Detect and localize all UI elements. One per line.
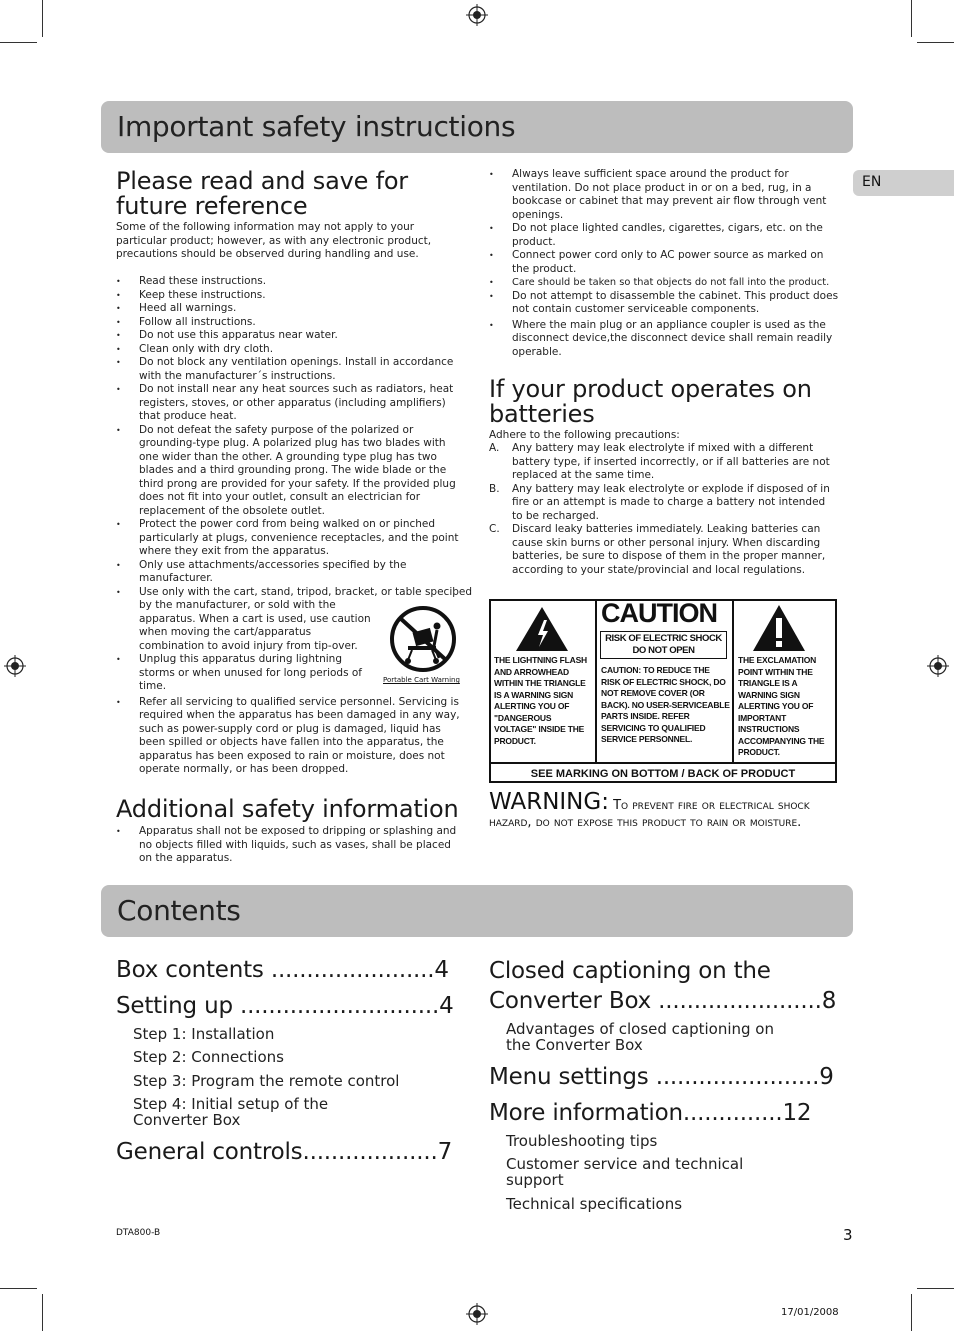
crop-mark	[917, 42, 954, 43]
list-item: • Do not install near any heat sources such as radiators, heat registers, stoves, or other apparatus (including amplifiers) that produce heat.	[116, 383, 466, 424]
toc-sub-advantages[interactable]: Advantages of closed captioning on the Converter Box	[506, 1020, 774, 1054]
toc-sub-step1[interactable]: Step 1: Installation	[133, 1025, 275, 1043]
page-number: 3	[843, 1226, 853, 1244]
caution-body-text: CAUTION: TO REDUCE THE RISK OF ELECTRIC SHOCK, DO NOT REMOVE COVER (OR BACK). NO USER-SERVICEABLE PARTS INSIDE. REFER SERVICING TO QUALIFIED SERVICE PERSONNEL.	[601, 665, 730, 744]
additional-safety-list	[116, 825, 466, 866]
caution-label-box	[489, 599, 837, 783]
list-item: • Always leave sufficient space around the product for ventilation. Do not place product in or on a bed, rug, in a bookcase or cabinet that may prevent air flow through vent openings.	[489, 168, 839, 222]
see-marking-text: SEE MARKING ON BOTTOM / BACK OF PRODUCT	[530, 768, 796, 780]
list-item: • Do not defeat the safety purpose of the polarized or grounding-type plug. A polarized plug has two blades with one wider than the other. A grounding type plug has two blades and a third grounding prong. The wide blade or the third prong are provided for your safety. If the provided plug does not fit into your outlet, consult an electrician for replacement of the obsolete outlet.	[116, 424, 466, 519]
crop-mark	[0, 42, 37, 43]
contents-banner	[101, 885, 853, 937]
list-item: • Unplug this apparatus during lightning storms or when unused for long periods of time.	[116, 653, 466, 694]
section-title-batteries: If your product operates on batteries	[489, 375, 812, 428]
language-tab	[853, 170, 954, 196]
banner-title: Important safety instructions	[117, 110, 516, 143]
toc-sub-customer-service[interactable]: Customer service and technical support	[506, 1155, 744, 1189]
list-item: • Apparatus shall not be exposed to dripping or splashing and no objects filled with liquids, such as vases, shall be placed on the apparatus.	[116, 825, 466, 866]
exclamation-triangle-icon	[751, 603, 807, 653]
toc-entry-box-contents[interactable]: Box contents .......................4	[116, 957, 449, 983]
list-item: C. Discard leaky batteries immediately. Leaking batteries can cause skin burns or other personal injury. When discarding batteries, be sure to dispose of them in the proper manner, according to your state/provincial and local regulations.	[489, 523, 826, 576]
safety-banner	[101, 101, 853, 153]
crop-mark	[42, 1294, 43, 1331]
toc-entry-general-controls[interactable]: General controls...................7	[116, 1139, 453, 1165]
toc-sub-step3[interactable]: Step 3: Program the remote control	[133, 1072, 400, 1090]
list-item: • Connect power cord only to AC power source as marked on the product.	[489, 249, 839, 276]
read-save-intro: Some of the following information may not apply to your particular product; however, as with any electronic product, precautions should be observed during handling and use.	[116, 221, 432, 260]
section-title-read-save: Please read and save for future reference	[116, 167, 408, 220]
language-tab-label: EN	[862, 174, 882, 190]
toc-entry-closed-captioning-line1[interactable]: Closed captioning on the	[489, 958, 771, 984]
batteries-intro: Adhere to the following precautions:	[489, 429, 680, 441]
toc-entry-setting-up[interactable]: Setting up ............................4	[116, 993, 454, 1019]
list-item: • Read these instructions.	[116, 275, 466, 289]
banner-title: Contents	[117, 894, 241, 927]
caution-heading: CAUTION	[601, 598, 717, 628]
toc-entry-menu-settings[interactable]: Menu settings .......................9	[489, 1064, 834, 1090]
batteries-list	[489, 442, 839, 577]
divider	[491, 762, 835, 764]
lightning-triangle-icon	[514, 605, 570, 653]
toc-sub-step4[interactable]: Step 4: Initial setup of the Converter Box	[133, 1095, 329, 1129]
section-title-additional: Additional safety information	[116, 795, 459, 823]
model-number: DTA800-B	[116, 1228, 161, 1238]
print-date: 17/01/2008	[781, 1307, 839, 1318]
list-item: • Do not block any ventilation openings. Install in accordance with the manufacturer´s instructions.	[116, 356, 466, 383]
cart-caption: Portable Cart Warning	[383, 676, 460, 684]
risk-line: RISK OF ELECTRIC SHOCK	[605, 633, 722, 644]
toc-sub-technical-specs[interactable]: Technical specifications	[506, 1195, 683, 1213]
crop-mark	[42, 0, 43, 37]
registration-mark-icon	[466, 1303, 488, 1325]
list-item: • Protect the power cord from being walked on or pinched particularly at plugs, convenience receptacles, and the point where they exit from the apparatus.	[116, 518, 466, 559]
toc-entry-more-information[interactable]: More information..............12	[489, 1100, 812, 1126]
list-item: • Do not place lighted candles, cigarettes, cigars, etc. on the product.	[489, 222, 839, 249]
registration-mark-icon	[466, 4, 488, 26]
divider	[595, 601, 597, 762]
crop-mark	[0, 1288, 37, 1289]
divider	[732, 601, 734, 762]
toc-sub-troubleshooting[interactable]: Troubleshooting tips	[506, 1132, 658, 1150]
list-item: B. Any battery may leak electrolyte or explode if disposed of in fire or an attempt is made to charge a battery not intended to be recharged.	[489, 482, 830, 522]
toc-entry-closed-captioning[interactable]: Converter Box .......................8	[489, 988, 837, 1014]
list-item: A. Any battery may leak electrolyte if mixed with a different battery type, if inserted incorrectly, or if all batteries are not replaced at the same time.	[489, 442, 830, 481]
list-item: • Heed all warnings.	[116, 302, 466, 316]
list-item: • Care should be taken so that objects do not fall into the product.	[489, 276, 839, 290]
registration-mark-icon	[927, 655, 949, 677]
risk-of-shock-box	[600, 631, 727, 659]
exclamation-warning-text: THE EXCLAMATION POINT WITHIN THE TRIANGLE IS A WARNING SIGN ALERTING YOU OF IMPORTANT INSTRUCTIONS ACCOMPANYING THE PRODUCT.	[738, 655, 825, 757]
list-item: • Do not use this apparatus near water.	[116, 329, 466, 343]
toc-sub-step2[interactable]: Step 2: Connections	[133, 1048, 284, 1066]
list-item: • Follow all instructions.	[116, 316, 466, 330]
registration-mark-icon	[4, 655, 26, 677]
list-item: • Clean only with dry cloth.	[116, 343, 466, 357]
right-safety-list	[489, 168, 839, 359]
safety-instructions-list	[116, 275, 473, 777]
portable-cart-warning-icon	[390, 606, 456, 672]
list-item: • Use only with the cart, stand, tripod, bracket, or table speciþed by the manufacturer, or sold with the apparatus. When a cart is used, use caution when moving the cart/apparatus combination to avoid injury from tip-over.	[116, 586, 466, 654]
crop-mark	[911, 0, 912, 37]
fire-shock-warning	[489, 789, 849, 831]
crop-mark	[911, 1294, 912, 1331]
warning-text: To prevent fire or electrical shock hazard, do not expose this product to rain or moisture.	[489, 798, 810, 830]
risk-line: DO NOT OPEN	[632, 645, 695, 656]
list-item: • Refer all servicing to qualified service personnel. Servicing is required when the apparatus has been damaged in any way, such as power-supply cord or plug is damaged, liquid has been spilled or objects have fallen into the apparatus, the apparatus has been exposed to rain or moisture, does not operate normally, or has been dropped.	[116, 696, 466, 777]
list-item: • Keep these instructions.	[116, 289, 466, 303]
warning-label: WARNING:	[489, 789, 609, 815]
list-item: • Do not attempt to disassemble the cabinet. This product does not contain customer serviceable components.	[489, 290, 839, 317]
lightning-warning-text: THE LIGHTNING FLASH AND ARROWHEAD WITHIN THE TRIANGLE IS A WARNING SIGN ALERTING YOU OF "DANGEROUS VOLTAGE" INSIDE THE PRODUCT.	[494, 655, 587, 746]
list-item: • Only use attachments/accessories specified by the manufacturer.	[116, 559, 466, 586]
crop-mark	[917, 1288, 954, 1289]
list-item: • Where the main plug or an appliance coupler is used as the disconnect device,the disconnect device shall remain readily operable.	[489, 319, 839, 360]
